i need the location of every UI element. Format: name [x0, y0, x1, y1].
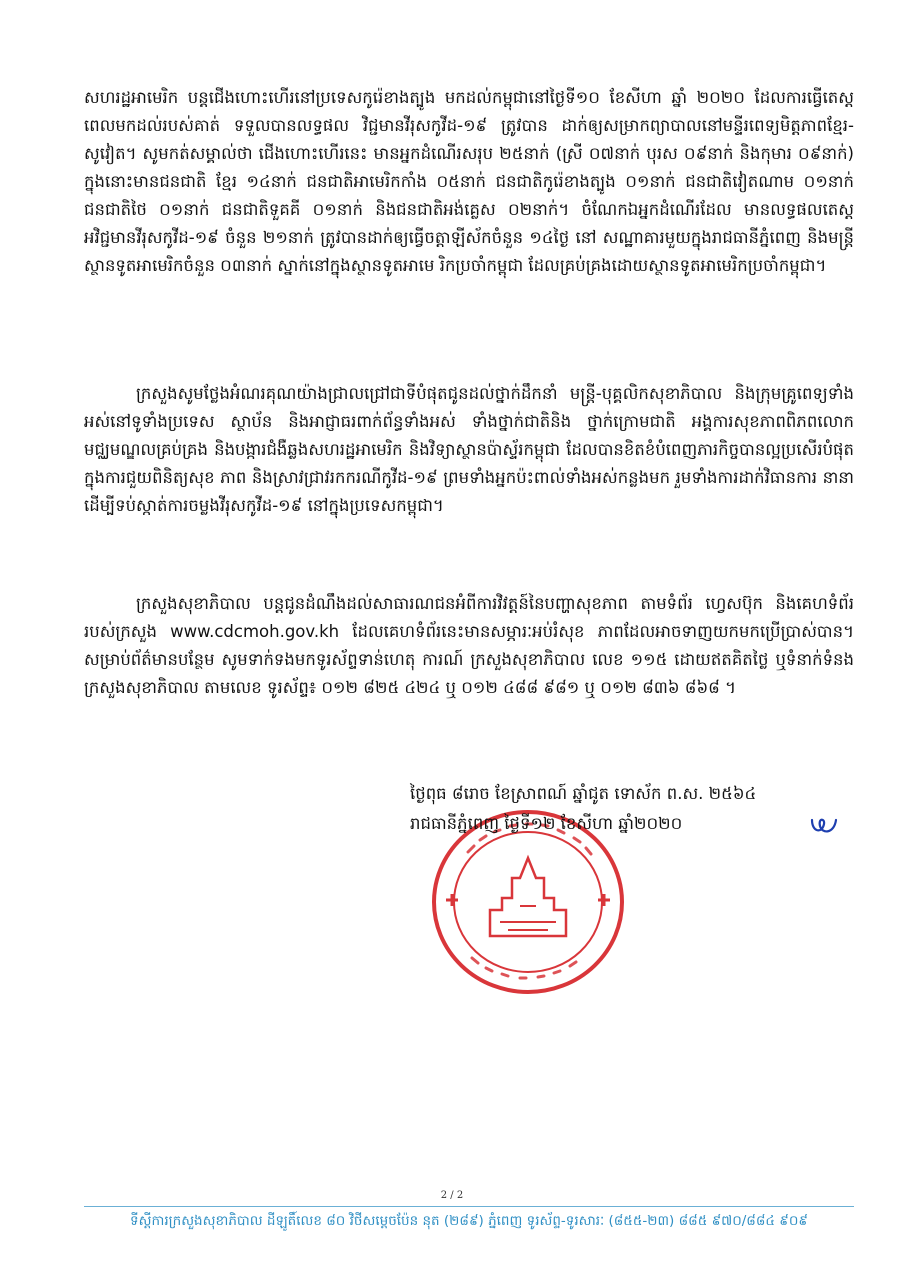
signature-date-lunar: ថ្ងៃពុធ ៨រោច ខែស្រាពណ៍ ឆ្នាំជូត ទោស័ក ព.ស. ២៥៦៤ — [410, 784, 757, 803]
body-paragraph-1: សហរដ្ឋអាមេរិក បន្តជើងហោះហើរនៅប្រទេសកូរ៉េខាងត្បូង មកដល់កម្ពុជានៅថ្ងៃទី១០ ខែសីហា ឆ្នាំ ២០២០ ដែលការធ្វើតេស្តពេលមកដល់របស់គាត់ ទទួលបានលទ្ធផល វិជ្ជមានវីរុសកូវីដ-១៩ ត្រូវបាន ដាក់ឲ្យសម្រាកព្យាបាលនៅមន្ទីរពេទ្យមិត្តភាពខ្មែរ-សូវៀត។ សូមកត់សម្គាល់ថា ជើងហោះហើរនេះ មានអ្នកដំណើរសរុប ២៥នាក់ (ស្រី ០៧នាក់ បុរស ០៩នាក់ និងកុមារ ០៩នាក់) ក្នុងនោះមានជនជាតិ ខ្មែរ ១៤នាក់ ជនជាតិអាមេរិកកាំង ០៥នាក់ ជនជាតិកូរ៉េខាងត្បូង ០១នាក់ ជនជាតិវៀតណាម ០១នាក់ ជនជាតិថៃ ០១នាក់ ជនជាតិទួគគី ០១នាក់ និងជនជាតិអង់គ្លេស ០២នាក់។ ចំណែកឯអ្នកដំណើរដែល មានលទ្ធផលតេស្ត អវិជ្ជមានវីរុសកូវីដ-១៩ ចំនួន ២១នាក់ ត្រូវបានដាក់ឲ្យធ្វើចត្តាឡីស័កចំនួន ១៤ថ្ងៃ នៅ សណ្ឋាគារមួយក្នុងរាជធានីភ្នំពេញ និងមន្ត្រីស្ថានទូតអាមេរិកចំនួន ០៣នាក់ ស្នាក់នៅក្នុងស្ថានទូតអាមេ រិកប្រចាំកម្ពុជា ដែលគ្រប់គ្រងដោយស្ថានទូតអាមេរិកប្រចាំកម្ពុជា។ — [84, 88, 854, 275]
footer-divider — [84, 1206, 854, 1207]
signature-date-place: រាជធានីភ្នំពេញ ថ្ងៃទី១២ ខែសីហា ឆ្នាំ២០២០ — [410, 814, 683, 833]
footer-address: ទីស្តីការក្រសួងសុខាភិបាល ដីឡូតិ៍លេខ ៨០ វិថីសម្ដេចប៉ែន នុត (២៨៩) ភ្នំពេញ ទូរស័ព្ទ-ទូរសារៈ (៨៥៥-២៣) ៨៨៥ ៩៧០/៨៨៤ ៩០៩ — [130, 1213, 808, 1229]
page-number: 2 / 2 — [440, 1190, 464, 1201]
body-paragraph-3: ក្រសួងសុខាភិបាល បន្តជូនដំណឹងដល់សាធារណជនអំពីការវិវត្តន៍នៃបញ្ហាសុខភាព តាមទំព័រ ហ្វេសប៊ុក និងគេហទំព័ររបស់ក្រសួង www.cdcmoh.gov.kh ដែលគេហទំព័រនេះមានសម្ភារៈអប់រំសុខ ភាពដែលអាចទាញយកមកប្រើប្រាស់បាន។ សម្រាប់ព័ត៌មានបន្ថែម សូមទាក់ទងមកទូរស័ព្ទទាន់ហេតុ ការណ៍ ក្រសួងសុខាភិបាល លេខ ១១៥ ដោយឥតគិតថ្លៃ ឬទំនាក់ទំនងក្រសួងសុខាភិបាល តាមលេខ ទូរស័ព្ទ៖ ០១២ ៨២៥ ៤២៤ ឬ ០១២ ៤៨៨ ៩៨១ ឬ ០១២ ៨៣៦ ៨៦៨ ។ — [84, 594, 854, 697]
handwritten-initials — [808, 812, 840, 838]
body-paragraph-2: ក្រសួងសូមថ្លែងអំណរគុណយ៉ាងជ្រាលជ្រៅជាទីបំផុតជូនដល់ថ្នាក់ដឹកនាំ មន្ត្រី-បុគ្គលិកសុខាភិបាល និងក្រុមគ្រូពេទ្យទាំងអស់នៅទូទាំងប្រទេស ស្ថាប័ន និងអាជ្ញាធរពាក់ព័ន្ធទាំងអស់ ទាំងថ្នាក់ជាតិនិង ថ្នាក់ក្រោមជាតិ អង្គការសុខភាពពិភពលោក មជ្ឈមណ្ឌលគ្រប់គ្រង និងបង្ការជំងឺឆ្លងសហរដ្ឋអាមេរិក និងវិទ្យាស្ថានប៉ាស្ទ័រកម្ពុជា ដែលបានខិតខំបំពេញភារកិច្ចបានល្អប្រសើរបំផុត ក្នុងការជួយពិនិត្យសុខ ភាព និងស្រាវជ្រាវរកករណីកូវីដ-១៩ ព្រមទាំងអ្នកប៉ះពាល់ទាំងអស់កន្លងមក រួមទាំងការដាក់វិធានការ នានា ដើម្បីទប់ស្កាត់ការចម្លងវីរុសកូវីដ-១៩ នៅក្នុងប្រទេសកម្ពុជា។ — [84, 384, 854, 515]
